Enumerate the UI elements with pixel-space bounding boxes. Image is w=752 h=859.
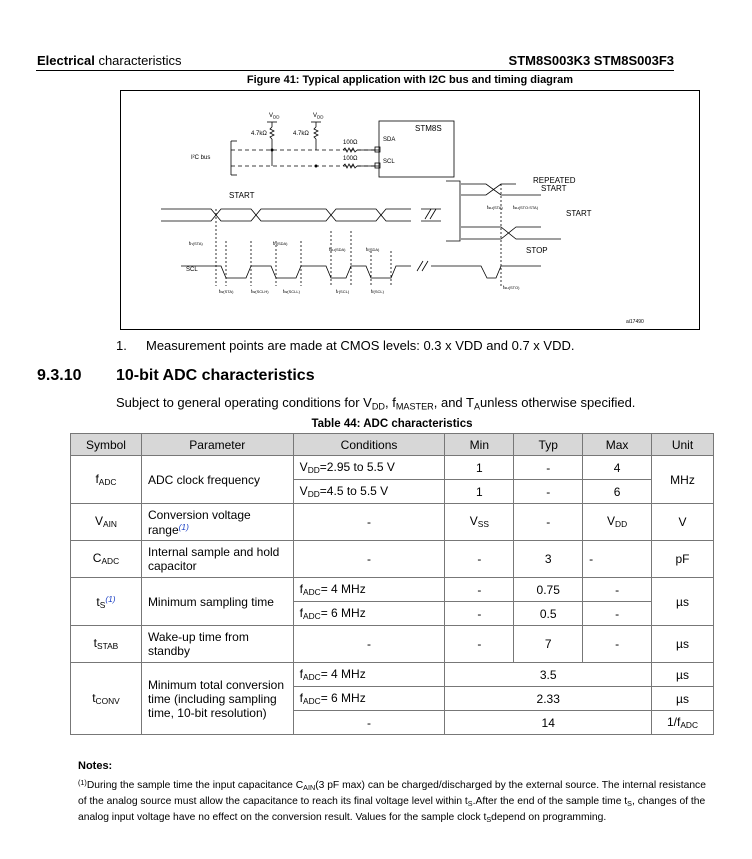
symbol-cell: $t_{STAB}$ <box>71 626 142 663</box>
tr-scl-label: tr(SCL) <box>336 289 350 295</box>
tw-sclh-label: tw(SCLH) <box>251 289 269 295</box>
section-title: 10-bit ADC characteristics <box>116 367 315 384</box>
figure-title: Figure 41: Typical application with I2C bus and timing diagram <box>246 74 574 86</box>
unit-cell: µs <box>652 578 714 626</box>
section-number: 9.3.10 <box>37 367 82 384</box>
col-header: Max <box>583 434 652 456</box>
col-header: Symbol <box>71 434 142 456</box>
max-cell: 6 <box>583 480 652 504</box>
tsu-sto-label: tsu(STO) <box>503 285 520 291</box>
typ-cell: 3 <box>514 541 583 578</box>
max-cell: - <box>583 578 652 602</box>
stop-label: STOP <box>526 246 548 255</box>
table-row <box>71 456 714 480</box>
condition-cell: $f_{ADC}= 4$ MHz <box>293 578 445 602</box>
col-header: Conditions <box>293 434 445 456</box>
resistor-label-1: 4.7kΩ <box>251 131 267 137</box>
col-header: Unit <box>652 434 714 456</box>
typ-cell: 0.75 <box>514 578 583 602</box>
tsu-sda-label: tsu(SDA) <box>329 247 346 253</box>
node-dot <box>315 165 318 168</box>
unit-cell: $1/f_{ADC}$ <box>652 711 714 735</box>
typ-cell: - <box>514 480 583 504</box>
table-row <box>71 541 714 578</box>
condition-cell: - <box>293 626 445 663</box>
table-header-row <box>71 434 714 456</box>
typ-cell: - <box>514 456 583 480</box>
scl-pin-label: SCL <box>383 159 395 165</box>
table-row <box>71 663 714 687</box>
tsu-sto-sta-label: tsu(STO:STA) <box>513 205 539 211</box>
col-header: Min <box>445 434 514 456</box>
notes-body: $^{(1)}$During the sample time the input capacitance $C_{AIN}(3$ pF max) can be charged/discharged by the external source. The internal resistance of the analog source must allow the capacitance to reach its final voltage level within $t_S.After$ the end of the sample time $t_S$, changes of the analog input voltage have no effect on the conversion result. Values for the sample clock $t_Sdepend$ on programming. <box>78 778 706 824</box>
condition-cell: $f_{ADC}= 4$ MHz <box>293 663 445 687</box>
subject-text: Subject to general operating conditions for $V_{DD}$, $f_{MASTER}$, and $T_Aunless$ otherwise specified. <box>116 395 636 412</box>
tw-sta-label: tw(STA) <box>219 289 234 295</box>
repeated-label: REPEATED <box>533 176 576 185</box>
typ-cell: 7 <box>514 626 583 663</box>
node-dot <box>271 149 274 152</box>
symbol-cell: $C_{ADC}$ <box>71 541 142 578</box>
resistor-label-3: 100Ω <box>343 140 358 146</box>
figure-id: ai17490 <box>626 319 644 325</box>
start-label-2: START <box>566 209 592 218</box>
condition-cell: - <box>293 711 445 735</box>
tf-scl-label: tf(SCL) <box>371 289 384 295</box>
typ-cell: 0.5 <box>514 602 583 626</box>
max-cell: - <box>583 541 652 578</box>
unit-cell: µs <box>652 687 714 711</box>
i2c-timing-figure <box>120 90 700 330</box>
value-cell: 2.33 <box>445 687 652 711</box>
condition-cell: $V_{DD}=4.5$ to 5.5 V <box>293 480 445 504</box>
value-cell: 3.5 <box>445 663 652 687</box>
vdd-label-1: $V_{DD}$ <box>269 113 280 120</box>
tr-sda-label: tf(SDA) <box>366 247 380 253</box>
value-cell: 14 <box>445 711 652 735</box>
unit-cell: µs <box>652 626 714 663</box>
col-header: Typ <box>514 434 583 456</box>
i2c-bus-label: I²C bus <box>191 155 211 161</box>
condition-cell: $V_{DD}=2.95$ to 5.5 V <box>293 456 445 480</box>
figure-note: 1. Measurement points are made at CMOS levels: 0.3 x VDD and 0.7 x VDD. <box>116 338 575 353</box>
tw-scll-label: tw(SCLL) <box>283 289 300 295</box>
start-label: START <box>229 191 255 200</box>
symbol-cell: $V_{AIN}$ <box>71 504 142 541</box>
min-cell: - <box>445 541 514 578</box>
chip-label: STM8S <box>415 124 442 133</box>
typ-cell: - <box>514 504 583 541</box>
table-title: Table 44: ADC characteristics <box>311 418 473 430</box>
adc-table <box>70 433 714 735</box>
max-cell: $V_{DD}$ <box>583 504 652 541</box>
running-header-left: Electrical characteristics <box>37 53 182 68</box>
max-cell: - <box>583 602 652 626</box>
unit-cell: V <box>652 504 714 541</box>
min-cell: 1 <box>445 480 514 504</box>
condition-cell: $f_{ADC}= 6$ MHz <box>293 687 445 711</box>
unit-cell: MHz <box>652 456 714 504</box>
th-sda-label: th(SDA) <box>273 241 288 247</box>
min-cell: 1 <box>445 456 514 480</box>
col-header: Parameter <box>141 434 293 456</box>
th-sta-label: th(STA) <box>189 241 203 247</box>
max-cell: 4 <box>583 456 652 480</box>
notes-heading: Notes: <box>78 760 113 772</box>
tsu-sta-label: tsu(STA) <box>487 205 503 211</box>
sda-pin-label: SDA <box>383 137 396 143</box>
min-cell: $V_{SS}$ <box>445 504 514 541</box>
symbol-cell: $f_{ADC}$ <box>71 456 142 504</box>
table-row <box>71 504 714 541</box>
vdd-label-2: $V_{DD}$ <box>313 113 324 120</box>
unit-cell: pF <box>652 541 714 578</box>
parameter-cell: Conversion voltage range$^{(1)}$ <box>141 504 293 541</box>
unit-cell: µs <box>652 663 714 687</box>
symbol-cell: $t_{CONV}$ <box>71 663 142 735</box>
resistor-label-2: 4.7kΩ <box>293 131 309 137</box>
table-row <box>71 626 714 663</box>
footnote-ref[interactable]: (1) <box>178 521 189 532</box>
min-cell: - <box>445 626 514 663</box>
parameter-cell: ADC clock frequency <box>141 456 293 504</box>
parameter-cell: Minimum total conversion time (including sampling time, 10-bit resolution) <box>141 663 293 735</box>
condition-cell: $f_{ADC}= 6$ MHz <box>293 602 445 626</box>
min-cell: - <box>445 578 514 602</box>
header-rule <box>36 70 674 71</box>
condition-cell: - <box>293 504 445 541</box>
parameter-cell: Internal sample and hold capacitor <box>141 541 293 578</box>
scl-row-label: SCL <box>186 267 198 273</box>
resistor-label-4: 100Ω <box>343 156 358 162</box>
symbol-cell: $t_S^{(1)}$ <box>71 578 142 626</box>
repeated-start-label: START <box>541 184 567 193</box>
min-cell: - <box>445 602 514 626</box>
sda-waveform <box>161 181 561 286</box>
condition-cell: - <box>293 541 445 578</box>
i2c-diagram <box>121 91 699 329</box>
parameter-cell: Wake-up time from standby <box>141 626 293 663</box>
table-row <box>71 578 714 602</box>
footnote-ref[interactable]: (1) <box>105 593 116 604</box>
running-header-right: STM8S003K3 STM8S003F3 <box>508 53 674 68</box>
max-cell: - <box>583 626 652 663</box>
parameter-cell: Minimum sampling time <box>141 578 293 626</box>
